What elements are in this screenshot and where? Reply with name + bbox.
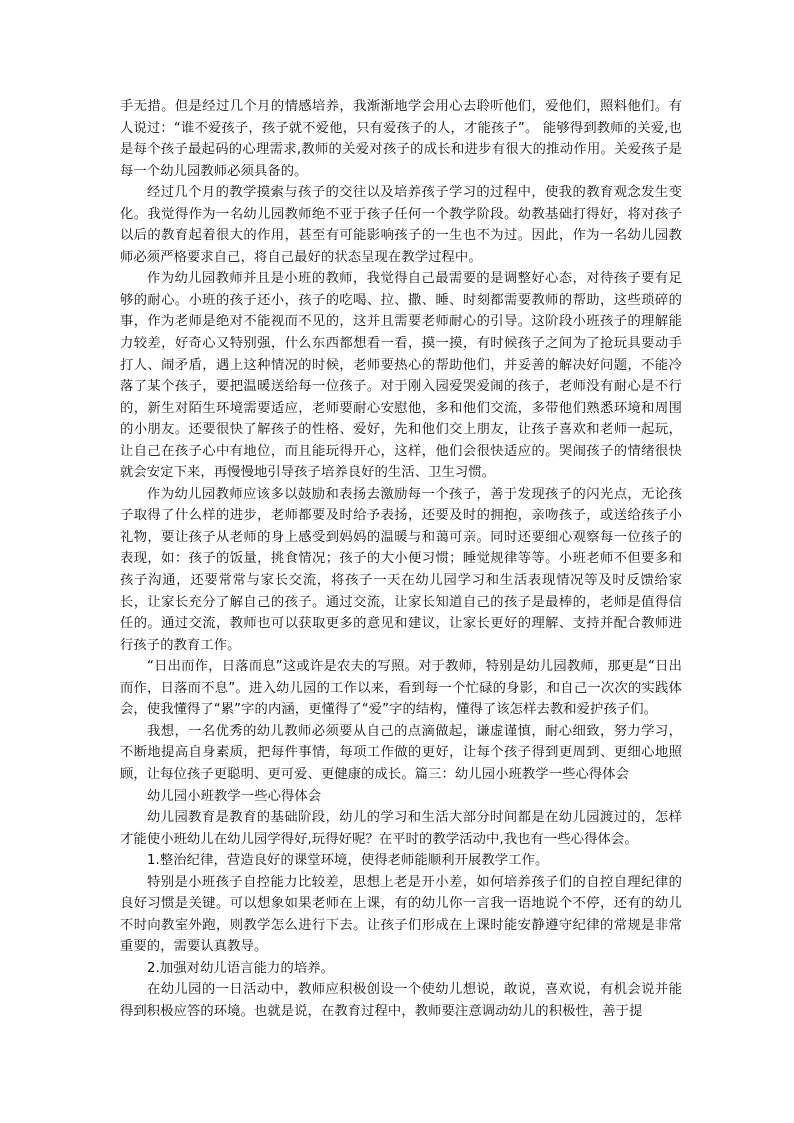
paragraph: 我想，一名优秀的幼儿教师必须要从自己的点滴做起，谦虚谨慎，耐心细致，努力学习，不断地提高自身素质，把每件事情，每项工作做的更好，让每个孩子得到更周到、更细心地照顾，让每位孩子更聪明、更可爱、更健康的成长。篇三：幼儿园小班教学一些心得体会 xyxy=(120,723,682,782)
paragraph: 幼儿园教育是教育的基础阶段，幼儿的学习和生活大部分时间都是在幼儿园渡过的，怎样才能使小班幼儿在幼儿园学得好,玩得好呢？在平时的教学活动中,我也有一些心得体会。 xyxy=(120,810,682,847)
paragraph: 作为幼儿园教师并且是小班的教师，我觉得自己最需要的是调整好心态，对待孩子要有足够的耐心。小班的孩子还小，孩子的吃喝、拉、撒、睡、时刻都需要教师的帮助，这些琐碎的事，作为老师是绝对不能视而不见的，这并且需要老师耐心的引导。这阶段小班孩子的理解能力较差，好奇心又特别强，什么东西都想看一看，摸一摸，有时候孩子之间为了抢玩具要动手打人、闹矛盾，遇上这种情况的时候，老师要热心的帮助他们，并妥善的解决好问题，不能冷落了某个孩子，要把温暖送给每一位孩子。对于刚入园爱哭爱闹的孩子，老师没有耐心是不行的，新生对陌生环境需要适应，老师要耐心安慰他，多和他们交流，多带他们熟悉环境和周围的小朋友。还要很快了解孩子的性格、爱好，先和他们交上朋友，让孩子喜欢和老师一起玩，让自己在孩子心中有地位，而且能玩得开心，这样，他们会很快适应的。哭闹孩子的情绪很快就会安定下来，再慢慢地引导孩子培养良好的生活、卫生习惯。 xyxy=(120,271,682,481)
numbered-heading: 1.整治纪律，营造良好的课堂环境，使得老师能顺利开展教学工作。 xyxy=(147,853,549,869)
document-page xyxy=(120,96,682,1023)
paragraph: 在幼儿园的一日活动中，教师应积极创设一个使幼儿想说，敢说，喜欢说，有机会说并能得到积极应答的环境。也就是说，在教育过程中，教师要注意调动幼儿的积极性，善于提 xyxy=(120,982,682,1019)
paragraph: 经过几个月的教学摸索与孩子的交往以及培养孩子学习的过程中，使我的教育观念发生变化。我觉得作为一名幼儿园教师绝不亚于孩子任何一个教学阶段。幼教基础打得好，将对孩子以后的教育起着很大的作用，甚至有可能影响孩子的一生也不为过。因此，作为一名幼儿园教师必须严格要求自己，将自己最好的状态呈现在教学过程中。 xyxy=(120,185,682,265)
paragraph: 手无措。但是经过几个月的情感培养，我渐渐地学会用心去聆听他们，爱他们，照料他们。有人说过：“谁不爱孩子，孩子就不爱他，只有爱孩子的人，才能孩子”。 能够得到教师的关爱,也是每个孩子最起码的心理需求,教师的关爱对孩子的成长和进步有很大的推动作用。关爱孩子是每一个幼儿园教师必须具备的。 xyxy=(120,99,682,179)
paragraph: 特别是小班孩子自控能力比较差，思想上老是开小差，如何培养孩子们的自控自理纪律的良好习惯是关键。可以想象如果老师在上课，有的幼儿你一言我一语地说个不停，还有的幼儿不时向教室外跑，则教学怎么进行下去。让孩子们形成在上课时能安静遵守纪律的常规是非常重要的，需要认真教导。 xyxy=(120,874,682,955)
paragraph: “日出而作，日落而息”这或许是农夫的写照。对于教师，特别是幼儿园教师，那更是“日出而作，日落而不息”。进入幼儿园的工作以来，看到每一个忙碌的身影，和自己一次次的实践体会，使我懂得了“累”字的内涵，更懂得了“爱”字的结构，懂得了该怎样去教和爱护孩子们。 xyxy=(120,659,682,718)
paragraph: 作为幼儿园教师应该多以鼓励和表扬去激励每一个孩子，善于发现孩子的闪光点，无论孩子取得了什么样的进步，老师都要及时给予表扬，还要及时的拥抱，亲吻孩子，或送给孩子小礼物，要让孩子从老师的身上感受到妈妈的温暖与和蔼可亲。同时还要细心观察每一位孩子的表现，如：孩子的饭量，挑食情况；孩子的大小便习惯；睡觉规律等等。小班老师不但要多和孩子沟通，还要常常与家长交流，将孩子一天在幼儿园学习和生活表现情况等及时反馈给家长，让家长充分了解自己的孩子。通过交流，让家长知道自己的孩子是最棒的，老师是值得信任的。通过交流，教师也可以获取更多的意见和建议，让家长更好的理解、支持并配合教师进行孩子的教育工作。 xyxy=(120,486,682,653)
numbered-heading: 2.加强对幼儿语言能力的培养。 xyxy=(147,960,335,976)
section-title: 幼儿园小班教学一些心得体会 xyxy=(147,788,322,804)
